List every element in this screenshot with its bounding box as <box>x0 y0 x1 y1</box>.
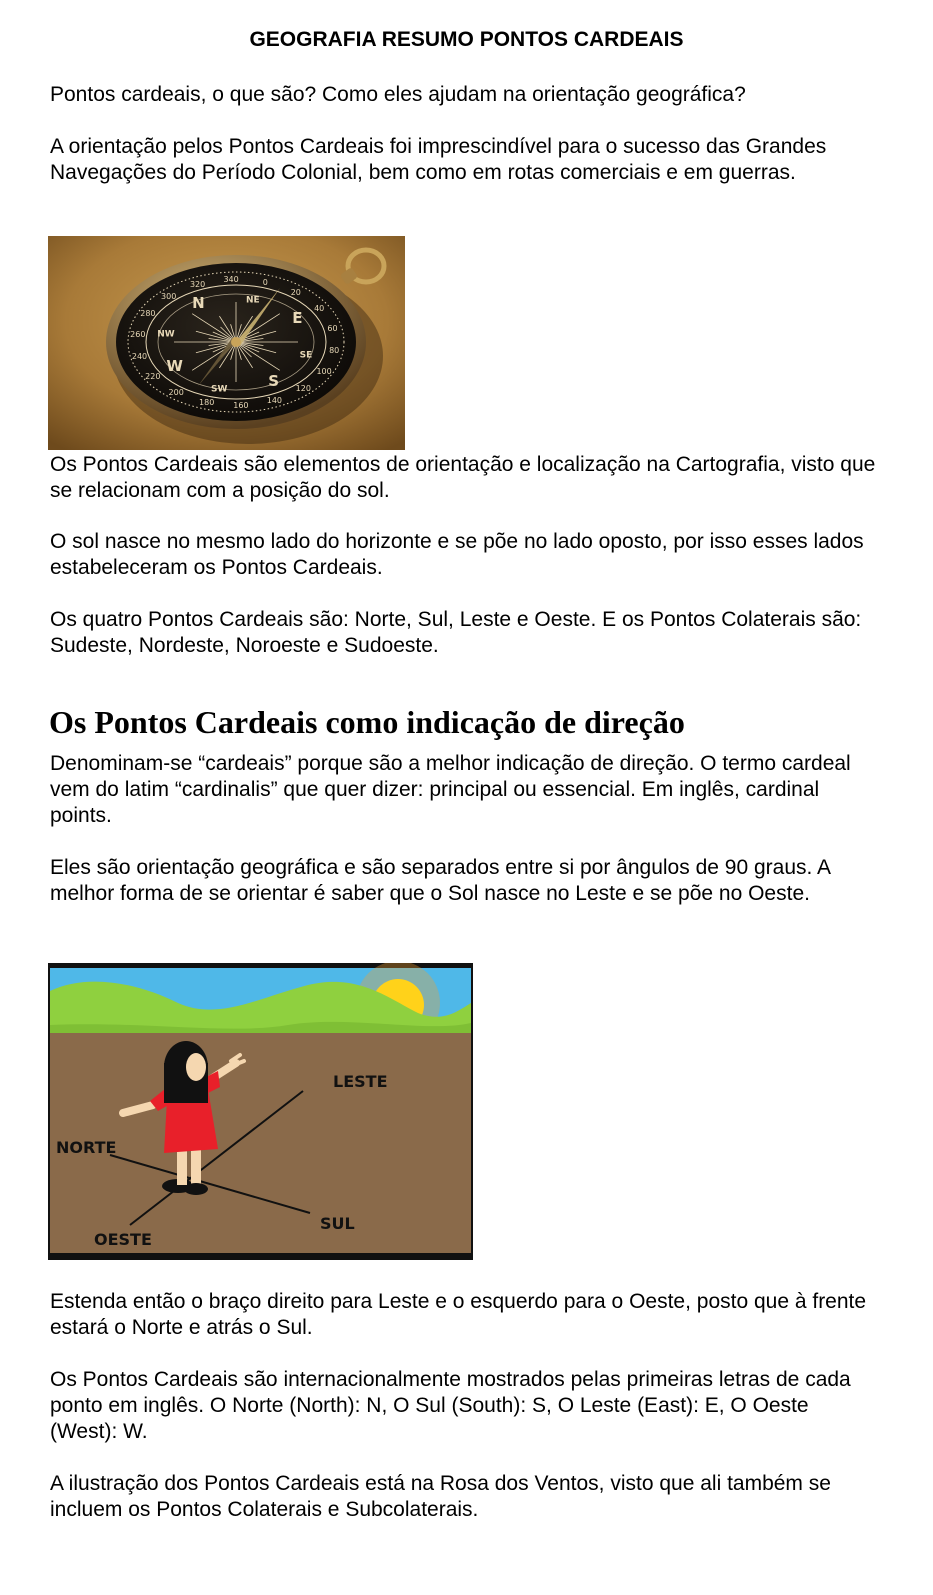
compass-direction-letter: SE <box>299 350 313 361</box>
label-leste: LESTE <box>333 1072 388 1091</box>
compass-degree-label: 180 <box>199 398 215 408</box>
compass-degree-label: 60 <box>327 324 338 333</box>
compass-direction-letter: NW <box>157 329 175 340</box>
compass-degree-label: 140 <box>266 396 283 406</box>
label-oeste: OESTE <box>94 1230 152 1249</box>
compass-direction-letter: S <box>268 372 280 391</box>
compass-degree-label: 280 <box>140 309 156 319</box>
compass-degree-label: 160 <box>233 400 249 410</box>
paragraph-ninety-degrees: Eles são orientação geográfica e são separados entre si por ângulos de 90 graus. A melhor forma de se orientar é saber que o Sol nasce no Leste e se põe no Oeste. <box>50 856 830 905</box>
compass-degree-label: 220 <box>145 372 161 382</box>
document-title: GEOGRAFIA RESUMO PONTOS CARDEAIS <box>249 28 684 51</box>
label-norte: NORTE <box>56 1138 117 1157</box>
compass-degree-label: 0 <box>262 277 268 287</box>
paragraph-cartography: Os Pontos Cardeais são elementos de orientação e localização na Cartografia, visto que se relacionam com a posição do sol. <box>50 453 876 502</box>
compass-degree-label: 100 <box>316 366 332 376</box>
compass-degree-label: 20 <box>290 287 301 297</box>
compass-degree-label: 260 <box>130 330 146 340</box>
compass-degree-label: 240 <box>131 352 148 361</box>
paragraph-english-letters: Os Pontos Cardeais são internacionalmente mostrados pelas primeiras letras de cada ponto em inglês. O Norte (North): N, O Sul (South): S, O Leste (East): E, O Oeste (West): W. <box>50 1368 851 1443</box>
paragraph-sun-horizon: O sol nasce no mesmo lado do horizonte e se põe no lado oposto, por isso esses lados estabeleceram os Pontos Cardeais. <box>50 530 864 579</box>
compass-degree-label: 320 <box>189 279 206 289</box>
compass-degree-label: 120 <box>295 384 311 394</box>
orientation-drawing <box>48 963 473 1260</box>
compass-direction-letter: SW <box>210 384 228 395</box>
compass-direction-letter: E <box>292 309 303 327</box>
paragraph-intro-question: Pontos cardeais, o que são? Como eles ajudam na orientação geográfica? <box>50 83 746 106</box>
compass-direction-letter: N <box>192 293 205 312</box>
compass-degree-label: 200 <box>168 388 184 398</box>
compass-degree-label: 300 <box>161 291 177 301</box>
paragraph-etymology: Denominam-se “cardeais” porque são a melhor indicação de direção. O termo cardeal vem do latim “cardinalis” que quer dizer: principal ou essencial. Em inglês, cardinal points. <box>50 752 851 827</box>
compass-image <box>48 236 405 450</box>
compass-photo <box>48 236 405 450</box>
label-sul: SUL <box>320 1214 355 1233</box>
compass-direction-letter: NE <box>245 295 260 306</box>
paragraph-arm-directions: Estenda então o braço direito para Leste e o esquerdo para o Oeste, posto que à frente estará o Norte e atrás o Sul. <box>50 1290 867 1339</box>
orientation-illustration <box>48 963 473 1260</box>
section-heading: Os Pontos Cardeais como indicação de direção <box>49 704 685 740</box>
paragraph-wind-rose: A ilustração dos Pontos Cardeais está na Rosa dos Ventos, visto que ali também se incluem os Pontos Colaterais e Subcolaterais. <box>50 1472 831 1521</box>
paragraph-navigation-history: A orientação pelos Pontos Cardeais foi imprescindível para o sucesso das Grandes Navegações do Período Colonial, bem como em rotas comerciais e em guerras. <box>50 135 827 184</box>
compass-direction-letter: W <box>166 357 183 375</box>
compass-degree-label: 80 <box>329 345 340 355</box>
paragraph-four-points: Os quatro Pontos Cardeais são: Norte, Sul, Leste e Oeste. E os Pontos Colaterais são: Sudeste, Nordeste, Noroeste e Sudoeste. <box>50 608 862 657</box>
compass-degree-label: 340 <box>223 275 239 285</box>
compass-degree-label: 40 <box>314 303 325 313</box>
